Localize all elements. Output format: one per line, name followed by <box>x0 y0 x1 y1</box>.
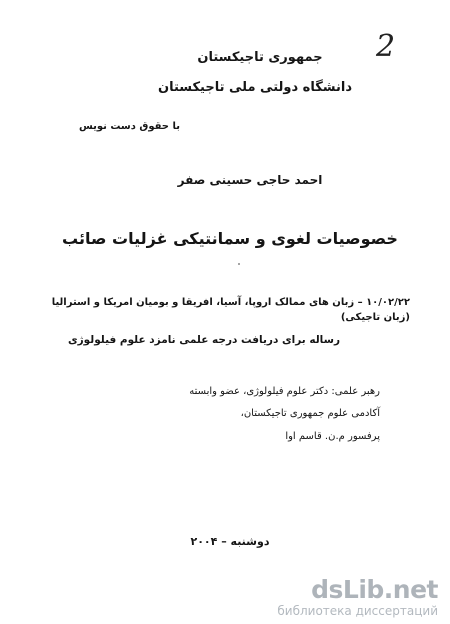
supervisor-line-2: آکادمی علوم جمهوری تاجیکستان، <box>240 408 380 419</box>
author-name: احمد حاجی حسینی صفر <box>177 173 323 187</box>
specialty-line: ۱۰/۰۲/۲۲ – زبان های ممالک اروپا، آسیا، افریقا و بومیان امریکا و استرالیا (زبان تاجیکی) <box>51 297 410 323</box>
watermark-tagline: библиотека диссертаций <box>277 604 438 618</box>
dissertation-line: رساله برای دریافت درجه علمی نامزد علوم فیلولوژی <box>68 334 340 346</box>
place-date: دوشنبه – ۲۰۰۴ <box>190 535 270 548</box>
country-line: جمهوری تاجیکستان <box>197 50 323 65</box>
thesis-title: خصوصیات لغوی و سمانتیکی غزلیات صائب <box>62 229 398 248</box>
university-line: دانشگاه دولتی ملی تاجیکستان <box>157 80 353 95</box>
supervisor-line-3: پرفسور م.ن. قاسم اوا <box>285 431 380 442</box>
supervisor-line-1: رهبر علمی: دکتر علوم فیلولوژی، عضو وابسته <box>189 386 380 397</box>
dslib-watermark <box>277 577 438 618</box>
watermark-brand: dsLib.net <box>311 575 438 604</box>
corner-handwritten-mark: 2 <box>376 29 396 64</box>
manuscript-note: با حقوق دست نویس <box>78 121 180 132</box>
stray-dot <box>238 263 240 265</box>
